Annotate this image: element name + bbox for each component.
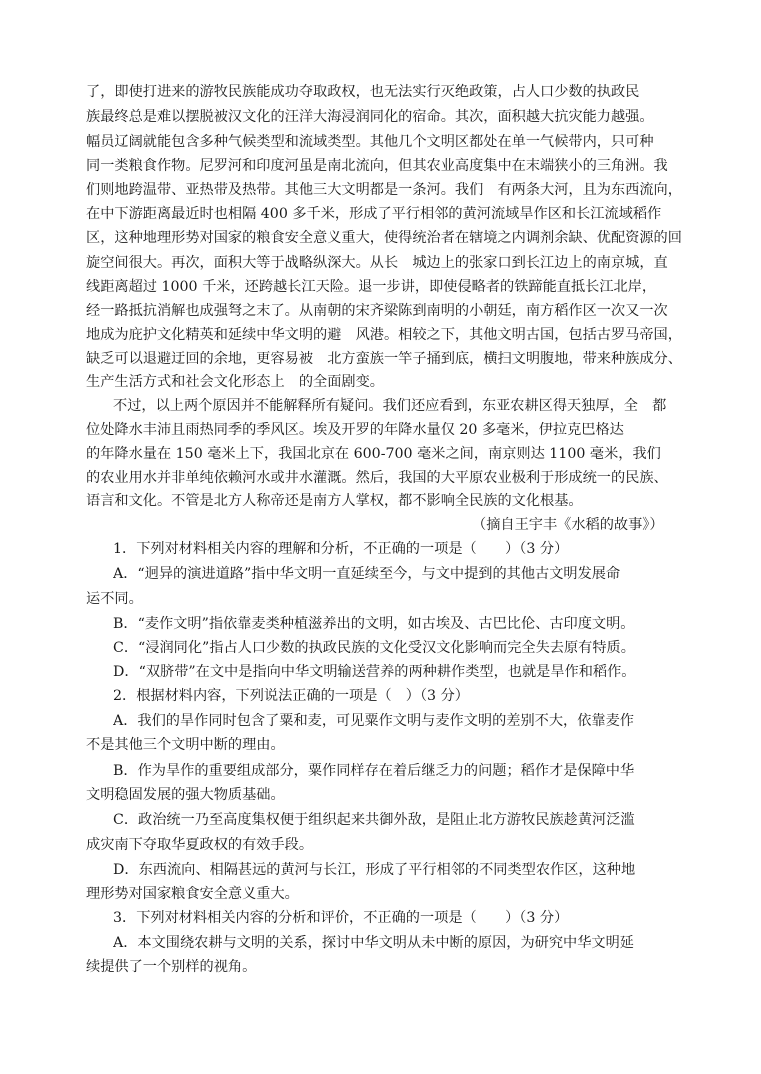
passage-line: 生产生活方式和社会文化形态上 的全面剧变。 xyxy=(86,374,384,390)
passage-line: 区，这种地理形势对国家的粮食安全意义重大，使得统治者在辖境之内调剂余缺、优配资源的回 xyxy=(86,230,682,246)
passage-line: 语言和文化。不管是北方人称帝还是南方人掌权，都不影响全民族的文化根基。 xyxy=(86,493,583,509)
question-3-stem: 3．下列对材料相关内容的分析和评价，不正确的一项是（ ）（3 分） xyxy=(113,910,569,926)
question-1-option-a-cont: 运不同。 xyxy=(86,591,143,607)
passage-line: 在中下游距离最近时也相隔 400 多千米，形成了平行相邻的黄河流域旱作区和长江流域稻作 xyxy=(86,206,662,222)
passage-line: 线距离超过 1000 千米，还跨越长江天险。退一步讲，即使侵略者的铁蹄能直抵长江北岸， xyxy=(86,279,657,295)
question-1-option-b: B．“麦作文明”指依靠麦类种植滋养出的文明，如古埃及、古巴比伦、古印度文明。 xyxy=(113,616,635,632)
question-3-option-a: A．本文围绕农耕与文明的关系，探讨中华文明从未中断的原因，为研究中华文明延 xyxy=(113,935,634,951)
passage-line: 族最终总是难以摆脱被汉文化的汪洋大海浸润同化的宿命。其次，面积越大抗灾能力越强。 xyxy=(86,109,654,125)
question-2-option-a-cont: 不是其他三个文明中断的理由。 xyxy=(86,737,285,753)
passage-line: 的农业用水并非单纯依赖河水或井水灌溉。然后，我国的大平原农业极利于形成统一的民族、 xyxy=(86,470,668,486)
passage-line: 地成为庇护文化精英和延续中华文明的避 风港。相较之下，其他文明古国，包括古罗马帝国， xyxy=(86,327,682,343)
question-2-option-c: C．政治统一乃至高度集权便于组织起来共御外敌，是阻止北方游牧民族趁黄河泛滥 xyxy=(113,812,635,828)
passage-line: 经一路抵抗消解也成强弩之末了。从南朝的宋齐梁陈到南明的小朝廷，南方稻作区一次又一次 xyxy=(86,303,668,319)
question-2-stem: 2．根据材料内容，下列说法正确的一项是（ ）（3 分） xyxy=(113,688,469,704)
question-1-option-c: C．“浸润同化”指占人口少数的执政民族的文化受汉文化影响而完全失去原有特质。 xyxy=(113,640,635,656)
passage-line: 位处降水丰沛且雨热同季的季风区。埃及开罗的年降水量仅 20 多毫米，伊拉克巴格达 xyxy=(86,422,624,438)
passage-line: 的年降水量在 150 毫米上下，我国北京在 600-700 毫米之间，南京则达 1100 毫米，我们 xyxy=(86,446,661,462)
question-3-option-a-cont: 续提供了一个别样的视角。 xyxy=(86,959,257,975)
passage-line: 了，即使打进来的游牧民族能成功夺取政权，也无法实行灭绝政策，占人口少数的执政民 xyxy=(86,84,640,100)
question-2-option-a: A．我们的旱作同时包含了粟和麦，可见粟作文明与麦作文明的差别不大，依靠麦作 xyxy=(113,713,634,729)
question-2-option-d-cont: 理形势对国家粮食安全意义重大。 xyxy=(86,886,299,902)
question-2-option-b-cont: 文明稳固发展的强大物质基础。 xyxy=(86,787,285,803)
question-1-stem: 1．下列对材料相关内容的理解和分析，不正确的一项是（ ）（3 分） xyxy=(113,541,569,557)
passage-line: 同一类粮食作物。尼罗河和印度河虽是南北流向，但其农业高度集中在末端狭小的三角洲。我 xyxy=(86,158,668,174)
passage-line: 们则地跨温带、亚热带及热带。其他三大文明都是一条河。我们 有两条大河，且为东西流向， xyxy=(86,182,682,198)
passage-line: 幅员辽阔就能包含多种气候类型和流域类型。其他几个文明区都处在单一气候带内，只可种 xyxy=(86,134,654,150)
passage-line: 旋空间很大。再次，面积大等于战略纵深大。从长 城边上的张家口到长江边上的南京城，直 xyxy=(86,255,668,271)
question-2-option-c-cont: 成灾南下夺取华夏政权的有效手段。 xyxy=(86,837,314,853)
question-2-option-b: B．作为旱作的重要组成部分，粟作同样存在着后继乏力的问题；稻作才是保障中华 xyxy=(113,763,635,779)
question-2-option-d: D．东西流向、相隔甚远的黄河与长江，形成了平行相邻的不同类型农作区，这种地 xyxy=(113,862,636,878)
passage-line: 缺乏可以退避迂回的余地，更容易被 北方蛮族一竿子捅到底，横扫文明腹地，带来种族成分、 xyxy=(86,351,682,367)
question-1-option-d: D．“双脐带”在文中是指向中华文明输送营养的两种耕作类型，也就是旱作和稻作。 xyxy=(113,664,636,680)
passage-line: 不过，以上两个原因并不能解释所有疑问。我们还应看到，东亚农耕区得天独厚，全 都 xyxy=(113,398,667,414)
source-citation: （摘自王宇丰《水稻的故事》） xyxy=(472,517,664,533)
question-1-option-a: A．“迥异的演进道路”指中华文明一直延续至今，与文中提到的其他古文明发展命 xyxy=(113,566,621,582)
